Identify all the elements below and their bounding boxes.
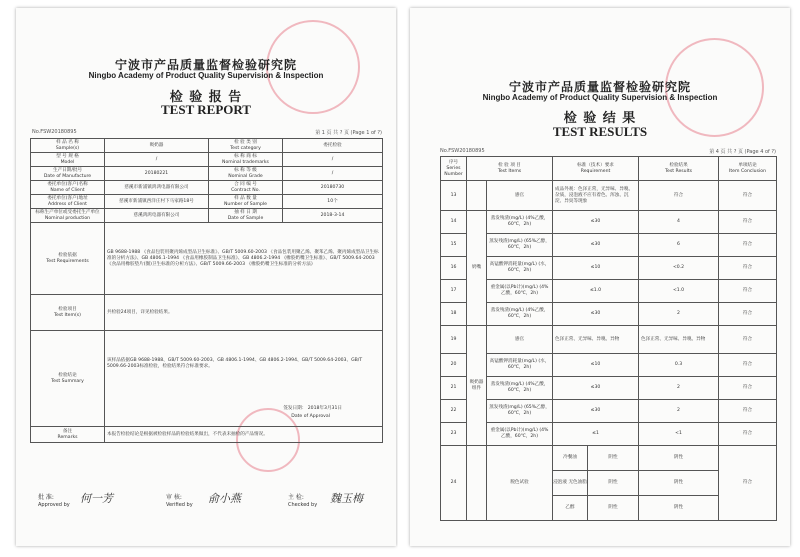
group-cell (467, 181, 487, 211)
field-value: 慈溪鸿鸿电器有限公司 (105, 209, 209, 223)
test-result: 4 (639, 211, 719, 234)
field-label-en: Date of Sample (227, 215, 264, 221)
page-gap (398, 0, 410, 557)
row-number: 13 (441, 181, 467, 211)
field-value: 慈溪市新浦镇西洋庄村下马家路18号 (105, 195, 209, 209)
sub-item: 乙醇 (553, 496, 588, 520)
requirement: 阴性 (608, 455, 618, 460)
approved-signature: 何一芳 (80, 492, 113, 505)
row-number: 19 (441, 326, 467, 354)
table-row (441, 280, 777, 303)
column-header: 检验结果 (669, 162, 688, 168)
sub-item: 冷餐油 (553, 446, 588, 470)
items-label-en: Test Item(s) (54, 312, 81, 318)
report-title-en: TEST REPORT (161, 102, 251, 117)
header-row (441, 157, 777, 181)
org-title-en: Ningbo Academy of Product Quality Supervision & Inspection (88, 71, 324, 80)
field-label-en: Number of Sample (223, 201, 268, 207)
item-conclusion: 符合 (719, 181, 777, 211)
column-header: 单项结论 (738, 162, 757, 168)
field-label-en: Contract No. (231, 187, 260, 193)
test-result: <1 (639, 423, 719, 446)
field-label: 标称生产单位或受委托生产单位 (35, 209, 100, 215)
requirements-label-en: Test Requirements (46, 258, 89, 264)
sign-date-en: Date of Approval (291, 414, 330, 419)
approved-label-en: Approved by (38, 502, 70, 508)
verified-label-en: Verified by (166, 502, 193, 508)
requirement: ≤10 (553, 354, 639, 377)
field-value: 20180221 (105, 167, 209, 181)
table-row (441, 211, 777, 234)
requirement: ≤30 (553, 234, 639, 257)
item-conclusion: 符合 (719, 354, 777, 377)
test-item: 蒸发残渣(mg/L) (65%乙醇，60℃，2h) (487, 400, 553, 423)
remarks-label: 备注 (62, 428, 73, 434)
summary-label: 检验结论 (58, 372, 77, 378)
field-label: 合 同 编 号 (234, 181, 257, 187)
column-header-en: Series Number (444, 165, 463, 177)
field-label: 检 验 类 别 (234, 139, 257, 145)
field-label-en: Sample(s) (55, 145, 80, 151)
group-cell (467, 446, 487, 521)
table-row (31, 181, 383, 195)
table-row (31, 195, 383, 209)
item-conclusion: 符合 (719, 303, 777, 326)
group-cell: 吸奶器组件 (467, 326, 487, 446)
test-item: 重金属(以Pb计)(mg/L) (4%乙酸，60℃，2h) (487, 423, 553, 446)
table-row (31, 427, 383, 443)
field-value: 委托检验 (283, 139, 383, 153)
remarks-text: 本报告检验结论是根据被检验样品的检验结果做出，不代表未抽检的产品情况。 (105, 427, 383, 443)
results-table (440, 156, 777, 521)
requirement: 阴性 (608, 480, 618, 485)
sign-date: 签发日期： 2018年3月31日 (283, 406, 342, 411)
field-value: / (283, 167, 383, 181)
item-conclusion: 符合 (719, 234, 777, 257)
item-conclusion: 符合 (719, 400, 777, 423)
verified-signature: 俞小燕 (208, 492, 241, 505)
checked-label-zh: 主 检: (288, 494, 304, 501)
requirement: ≤1.0 (553, 280, 639, 303)
test-result: 0.3 (639, 354, 719, 377)
field-value: 慈溪市新浦镇鸿鸿电器有限公司 (105, 181, 209, 195)
field-label: 样 品 名 称 (56, 139, 79, 145)
field-label-en: Address of Client (48, 201, 87, 207)
table-row (441, 400, 777, 423)
requirement: ≤10 (553, 257, 639, 280)
field-value: 20180730 (283, 181, 383, 195)
test-result: 阴性 (639, 471, 719, 496)
test-item: 感官 (487, 181, 553, 211)
requirement: ≤30 (553, 303, 639, 326)
field-value: 10个 (283, 195, 383, 209)
requirements-label: 检验依据 (58, 252, 77, 258)
field-label: 样 品 数 量 (234, 195, 257, 201)
checked-signature: 魏玉梅 (330, 492, 363, 505)
field-label-en: Nominal production (44, 215, 91, 221)
item-conclusion: 符合 (719, 423, 777, 446)
row-number: 14 (441, 211, 467, 234)
items-label: 检验项目 (58, 306, 77, 312)
table-row (441, 446, 777, 471)
row-number: 16 (441, 257, 467, 280)
test-item: 高锰酸钾消耗量(mg/L) (水，60℃，2h) (487, 354, 553, 377)
summary-label-en: Test Summary (51, 378, 84, 384)
field-label-en: Model (60, 159, 75, 165)
field-label: 标 称 商 标 (234, 153, 257, 159)
item-conclusion: 符合 (719, 257, 777, 280)
test-result: 符合 (639, 181, 719, 211)
requirement: ≤30 (553, 211, 639, 234)
table-row (31, 167, 383, 181)
requirement: ≤30 (553, 400, 639, 423)
field-label: 生产日期/批号 (52, 167, 83, 173)
row-number: 22 (441, 400, 467, 423)
column-header-en: Test Items (497, 168, 522, 174)
results-title-zh: 检 验 结 果 (563, 111, 637, 126)
checked-label (288, 492, 317, 508)
table-row (441, 354, 777, 377)
table-row (31, 331, 383, 427)
field-value: / (283, 153, 383, 167)
test-result: 6 (639, 234, 719, 257)
field-label-en: Date of Manufacture (43, 173, 92, 179)
field-value: 2018-3-14 (283, 209, 383, 223)
test-result: <1.0 (639, 280, 719, 303)
test-item: 脱色试验 (487, 446, 553, 521)
page-info: 第 4 页 共 ? 页 (Page 4 of ?) (709, 149, 776, 155)
column-header-en: Item Conclusion (729, 168, 766, 174)
test-item: 蒸发残渣(mg/L) (4%乙酸，60℃，2h) (487, 377, 553, 400)
report-number: No.FSW20180895 (32, 129, 77, 135)
table-row (31, 223, 383, 295)
row-number: 15 (441, 234, 467, 257)
table-row (31, 139, 383, 153)
group-cell: 奶嘴 (467, 211, 487, 326)
test-result: <0.2 (639, 257, 719, 280)
summary-text: 该样品依据GB 9688-1988、GB/T 5009.60-2003、GB 4806.1-1994、GB 4806.2-1994、GB/T 5009.64-2003、GB/T 5009.66-2003标准检验，检验结果符合标准要求。 (107, 357, 363, 369)
org-title-en: Ningbo Academy of Product Quality Supervision & Inspection (482, 93, 718, 102)
approved-label-zh: 批 准: (38, 494, 54, 501)
table-row (441, 423, 777, 446)
field-label: 委托单位(客户)名称 (47, 181, 88, 187)
table-row (441, 326, 777, 354)
requirement: 成品外观：色泽正常，无异味、异嗅、杂质，浸泡液不应有着色、浑浊、沉淀、异臭等现象 (553, 181, 639, 211)
test-result: 2 (639, 303, 719, 326)
report-title-zh: 检 验 报 告 (169, 90, 243, 105)
test-item: 蒸发残渣(mg/L) (65%乙醇，60℃，2h) (487, 234, 553, 257)
table-row (31, 295, 383, 331)
items-text: 共检验24项目，详见检验结果。 (105, 295, 383, 331)
column-header-en: Test Results (664, 168, 693, 174)
row-number: 23 (441, 423, 467, 446)
item-conclusion: 符合 (719, 280, 777, 303)
field-label: 抽 样 日 期 (234, 209, 257, 215)
requirements-text: GB 9688-1988 《食品包装用聚丙烯成型品卫生标准》、GB/T 5009.60-2003 《食品包装用聚乙烯、聚苯乙烯、聚丙烯成型品卫生标准的分析方法》、GB 4806.1-1994 《食品用橡胶制品卫生标准》、GB 4806.2-1994 《橡胶奶嘴卫生标准》、GB/T 5009.64-2003 《食品用橡胶垫片(圈)卫生标准的分析方法》、GB/T 5009.66-2003 《橡胶奶嘴卫生标准的分析方法》 (105, 223, 383, 295)
field-label: 型 号 规 格 (56, 153, 79, 159)
field-value: 吸奶器 (105, 139, 209, 153)
requirement: 阴性 (608, 505, 618, 510)
row-number: 17 (441, 280, 467, 303)
field-label-en: Nominal Grade (228, 173, 263, 179)
field-label: 标 称 等 级 (234, 167, 257, 173)
table-row (31, 153, 383, 167)
table-row (441, 377, 777, 400)
results-title-en: TEST RESULTS (552, 124, 648, 139)
test-item: 蒸发残渣(mg/L) (4%乙酸，60℃，2h) (487, 211, 553, 234)
requirement: 色泽正常、无异味、异嗅、异物 (553, 326, 639, 354)
field-label-en: Test category (230, 145, 261, 151)
row-number: 24 (441, 446, 467, 521)
item-conclusion: 符合 (719, 446, 777, 521)
checked-label-en: Checked by (288, 502, 318, 508)
verified-label (166, 492, 193, 508)
test-item: 蒸发残渣(mg/L) (4%乙酸，60℃，2h) (487, 303, 553, 326)
field-label-en: Name of Client (50, 187, 85, 193)
remarks-label-en: Remarks (57, 434, 78, 440)
test-report-page (16, 8, 396, 546)
requirement: ≤1 (553, 423, 639, 446)
test-item: 重金属(以Pb计)(mg/L) (4%乙酸，60℃，2h) (487, 280, 553, 303)
table-row (441, 303, 777, 326)
test-result: 2 (639, 400, 719, 423)
item-conclusion: 符合 (719, 211, 777, 234)
org-title-zh: 宁波市产品质量监督检验研究院 (114, 58, 297, 72)
field-value: / (105, 153, 209, 167)
test-item: 感官 (487, 326, 553, 354)
row-number: 20 (441, 354, 467, 377)
sub-item: 浸泡液 无色油脂 (553, 471, 588, 495)
test-results-page (410, 8, 790, 546)
column-header: 标准（技术）要求 (577, 162, 614, 168)
report-info-table (30, 138, 383, 443)
field-label-en: Nominal trademarks (222, 159, 269, 165)
table-row (441, 181, 777, 211)
row-number: 18 (441, 303, 467, 326)
report-number: No.FSW20180895 (440, 148, 485, 154)
verified-label-zh: 审 核: (166, 494, 182, 501)
test-result: 阴性 (639, 446, 719, 471)
item-conclusion: 符合 (719, 326, 777, 354)
page-info: 第 1 页 共 ? 页 (Page 1 of ?) (315, 130, 382, 136)
requirement: ≤30 (553, 377, 639, 400)
test-result: 阴性 (639, 496, 719, 521)
column-header: 检 验 项 目 (498, 162, 521, 168)
test-item: 高锰酸钾消耗量(mg/L) (水，60℃，2h) (487, 257, 553, 280)
approved-label (38, 492, 70, 508)
column-header: 序号 (448, 159, 459, 165)
org-title-zh: 宁波市产品质量监督检验研究院 (508, 80, 691, 94)
test-result: 2 (639, 377, 719, 400)
column-header-en: Requirement (580, 168, 611, 174)
field-label: 委托单位(客户)地址 (47, 195, 88, 201)
item-conclusion: 符合 (719, 377, 777, 400)
table-row (441, 234, 777, 257)
row-number: 21 (441, 377, 467, 400)
table-row (441, 257, 777, 280)
test-result: 色泽正常、无异味、异嗅、异物 (639, 326, 719, 354)
table-row (31, 209, 383, 223)
